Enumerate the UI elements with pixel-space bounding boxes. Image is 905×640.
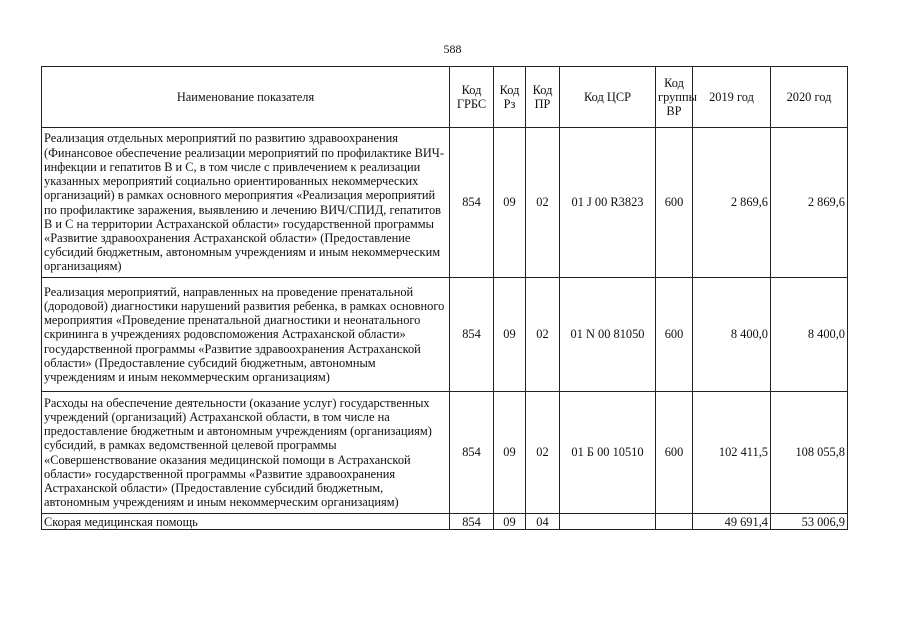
cell-2020: 53 006,9	[771, 514, 848, 530]
cell-2020: 2 869,6	[771, 128, 848, 278]
cell-vr: 600	[656, 128, 693, 278]
header-csr: Код ЦСР	[560, 67, 656, 128]
cell-2019: 2 869,6	[693, 128, 771, 278]
cell-pr: 04	[526, 514, 560, 530]
table-row	[42, 392, 848, 514]
cell-name: Реализация отдельных мероприятий по развитию здравоохранения (Финансовое обеспечение реализации мероприятий по профилактике ВИЧ-инфекции и гепатитов В и С, в том числе с привлечением к реализации указанных мероприятий социально ориентированных некоммерческих организаций) в рамках основного мероприятия «Реализация мероприятий по профилактике заражения, выявлению и лечению ВИЧ/СПИД, гепатитов В и С на территории Астраханской области» государственной программы «Развитие здравоохранения Астраханской области» (Предоставление субсидий бюджетным, автономным учреждениям и иным некоммерческим организациям)	[42, 128, 450, 278]
cell-rz: 09	[494, 278, 526, 392]
cell-grbs: 854	[450, 278, 494, 392]
cell-vr: 600	[656, 392, 693, 514]
cell-2019: 49 691,4	[693, 514, 771, 530]
cell-grbs: 854	[450, 128, 494, 278]
cell-2020: 8 400,0	[771, 278, 848, 392]
header-vr: Код группы ВР	[656, 67, 693, 128]
table-row	[42, 278, 848, 392]
cell-name: Расходы на обеспечение деятельности (оказание услуг) государственных учреждений (организаций) Астраханской области, в том числе на предоставление бюджетным и автономным учреждениям (организациям) субсидий, в рамках ведомственной целевой программы «Совершенствование оказания медицинской помощи в Астраханской области» государственной программы «Развитие здравоохранения Астраханской области» (Предоставление субсидий бюджетным, автономным учреждениям и иным некоммерческим организациям)	[42, 392, 450, 514]
cell-vr	[656, 514, 693, 530]
cell-csr: 01 N 00 81050	[560, 278, 656, 392]
cell-2019: 102 411,5	[693, 392, 771, 514]
header-name: Наименование показателя	[42, 67, 450, 128]
page-number: 588	[443, 42, 462, 56]
header-pr: Код ПР	[526, 67, 560, 128]
table-row	[42, 128, 848, 278]
cell-2019: 8 400,0	[693, 278, 771, 392]
cell-csr	[560, 514, 656, 530]
header-2019: 2019 год	[693, 67, 771, 128]
budget-table	[41, 66, 848, 530]
cell-vr: 600	[656, 278, 693, 392]
cell-grbs: 854	[450, 514, 494, 530]
cell-pr: 02	[526, 392, 560, 514]
cell-csr: 01 J 00 R3823	[560, 128, 656, 278]
table-row	[42, 514, 848, 530]
cell-pr: 02	[526, 128, 560, 278]
header-rz: Код Рз	[494, 67, 526, 128]
cell-name: Реализация мероприятий, направленных на проведение пренатальной (дородовой) диагностики нарушений развития ребенка, в рамках основного мероприятия «Проведение пренатальной диагностики и неонатального скрининга в учреждениях родовспоможения Астраханской области» государственной программы «Развитие здравоохранения Астраханской области» (Предоставление субсидий бюджетным, автономным учреждениям и иным некоммерческим организациям)	[42, 278, 450, 392]
cell-2020: 108 055,8	[771, 392, 848, 514]
cell-pr: 02	[526, 278, 560, 392]
cell-rz: 09	[494, 128, 526, 278]
cell-csr: 01 Б 00 10510	[560, 392, 656, 514]
header-2020: 2020 год	[771, 67, 848, 128]
cell-name: Скорая медицинская помощь	[42, 514, 450, 530]
cell-rz: 09	[494, 392, 526, 514]
table-header-row	[42, 67, 848, 128]
header-grbs: Код ГРБС	[450, 67, 494, 128]
cell-grbs: 854	[450, 392, 494, 514]
cell-rz: 09	[494, 514, 526, 530]
